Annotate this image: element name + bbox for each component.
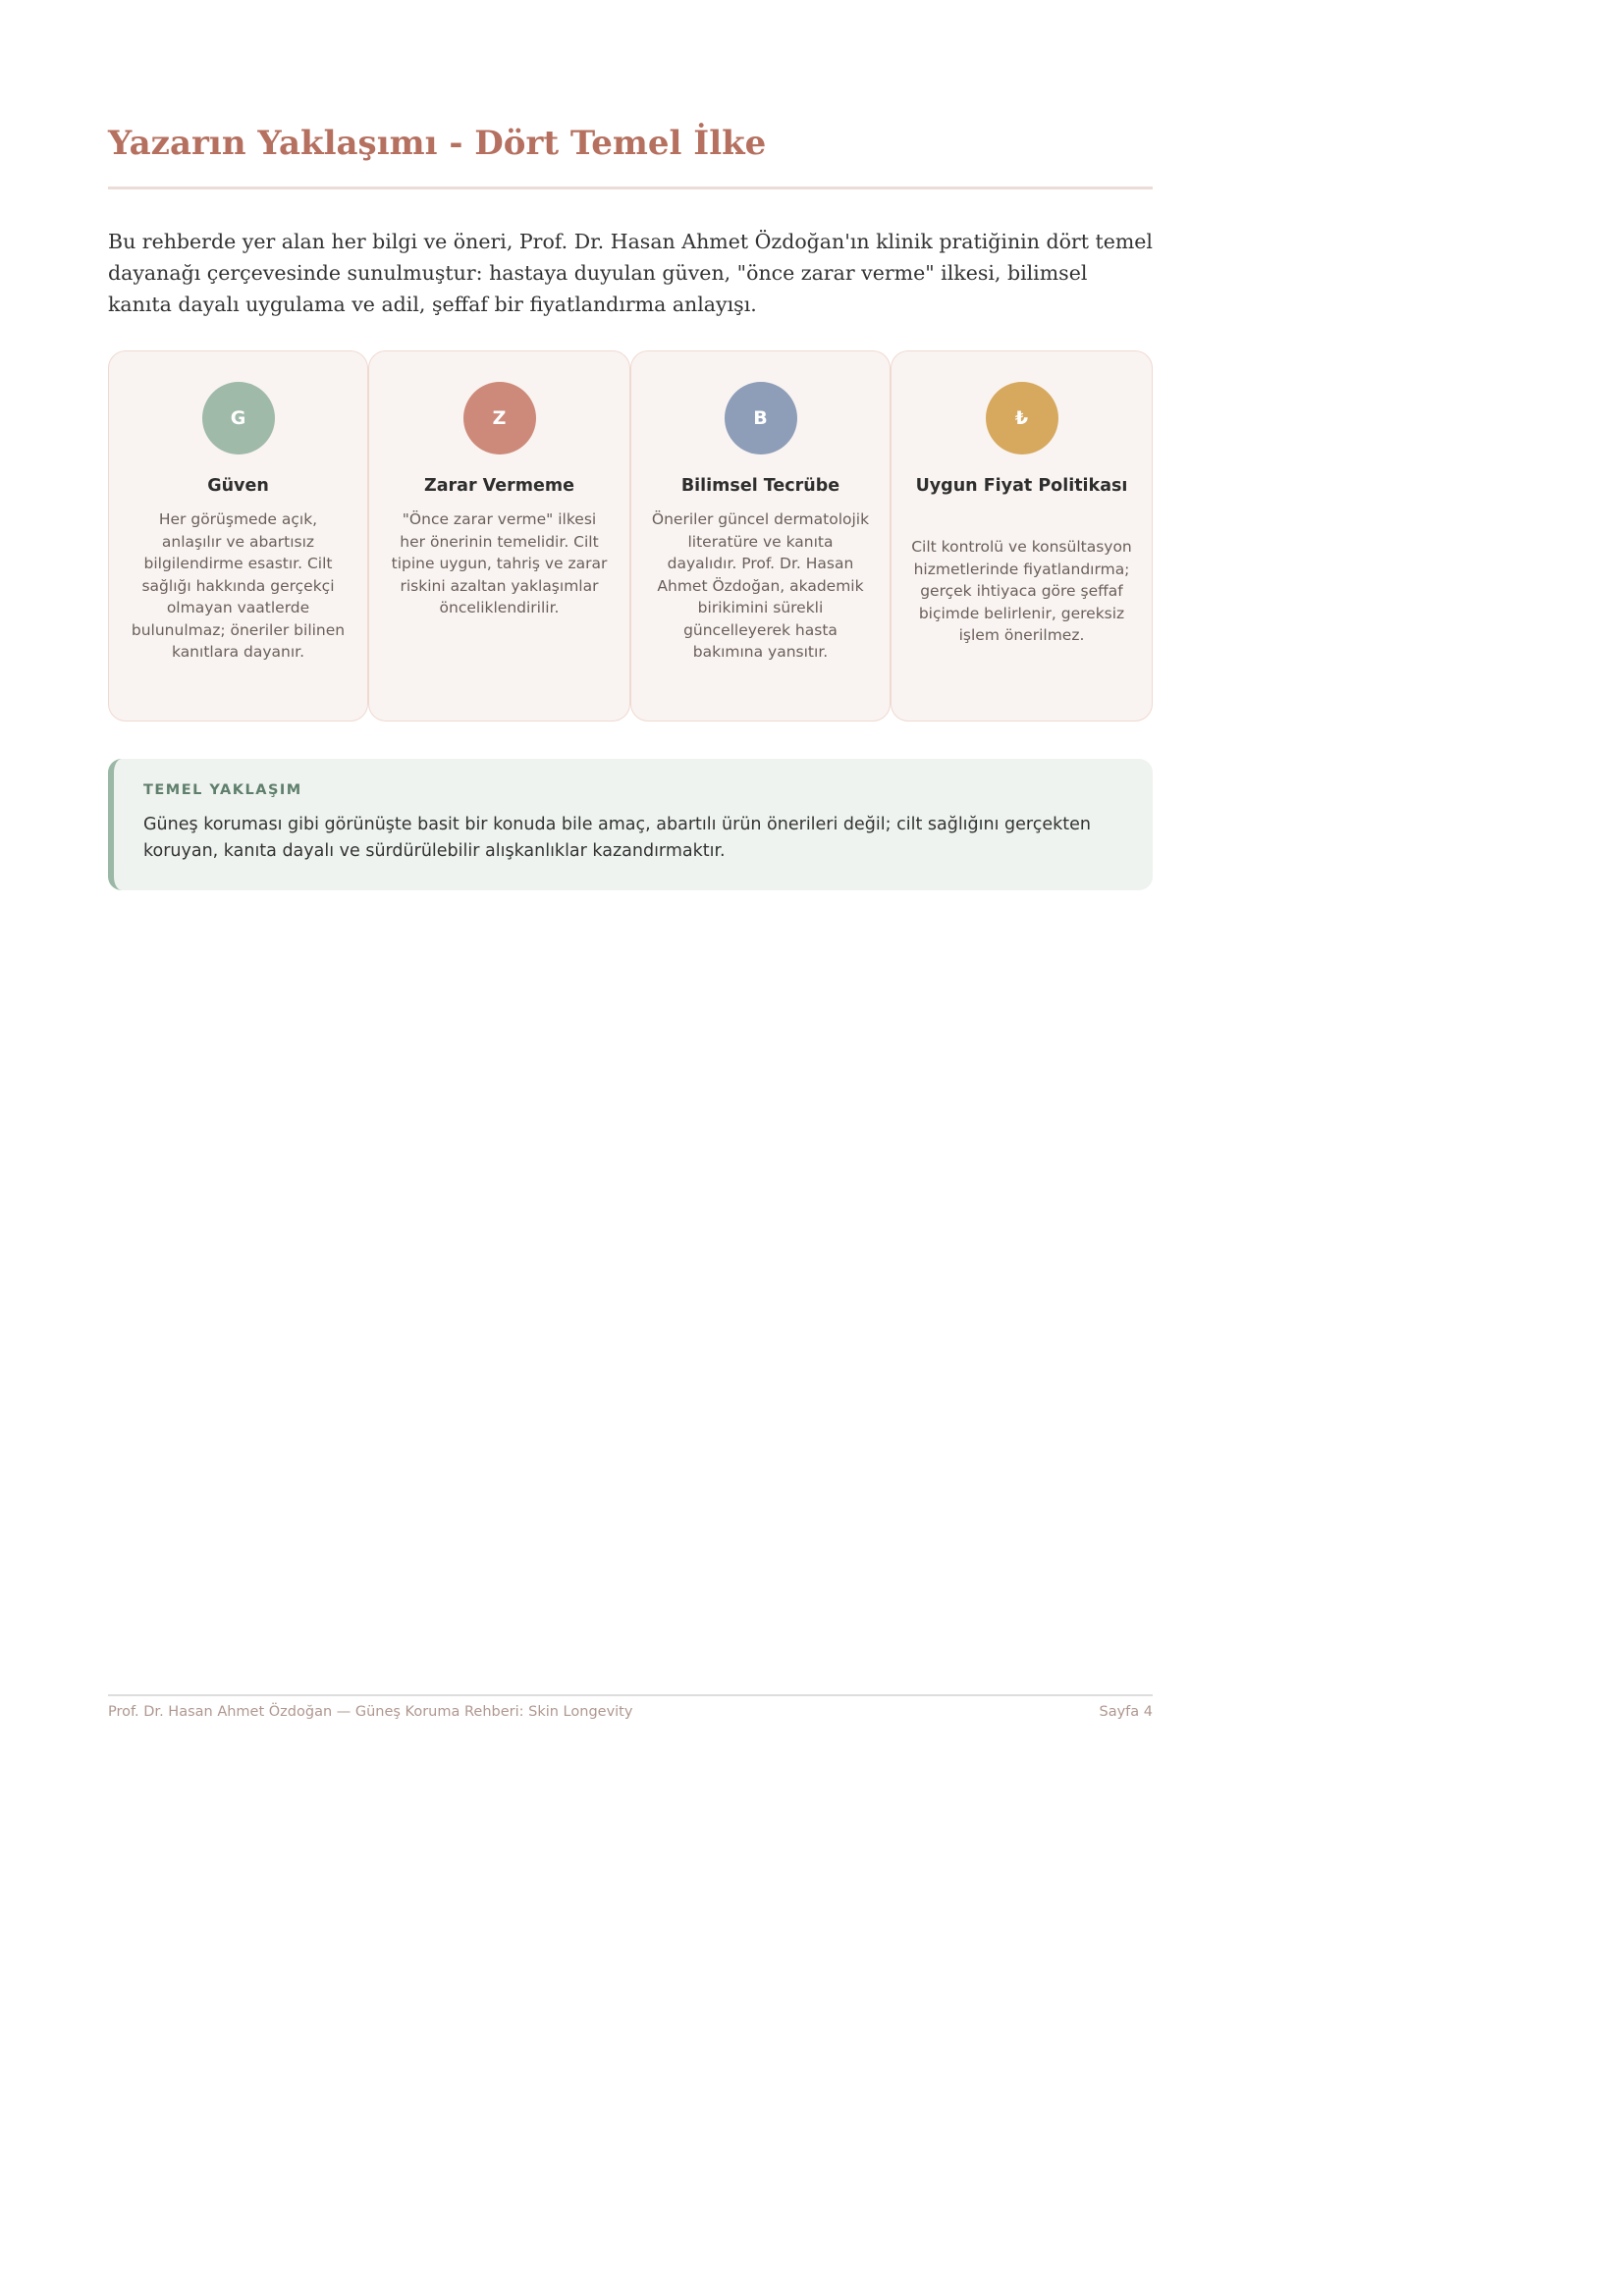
- principle-badge: Z: [463, 382, 536, 454]
- principle-badge: B: [725, 382, 797, 454]
- principle-title: Uygun Fiyat Politikası: [915, 476, 1128, 496]
- principle-text: "Önce zarar verme" ilkesi her önerinin temelidir. Cilt tipine uygun, tahriş ve zarar riskini azaltan yaklaşımlar önceliklendirilir.: [391, 510, 608, 616]
- page-number: Sayfa 4: [1099, 1704, 1153, 1720]
- intro-paragraph: Bu rehberde yer alan her bilgi ve öneri, Prof. Dr. Hasan Ahmet Özdoğan'ın klinik pratiğinin dört temel dayanağı çerçevesinde sunulmuştur: hastaya duyulan güven, "önce zarar verme" ilkesi, bilimsel kanıta dayalı uygulama ve adil, şeffaf bir fiyatlandırma anlayışı.: [108, 230, 1153, 316]
- principle-text: Öneriler güncel dermatolojik literatüre ve kanıta dayalıdır. Prof. Dr. Hasan Ahmet Özdoğan, akademik birikimini sürekli güncelleyerek hasta bakımına yansıtır.: [651, 510, 870, 661]
- principle-card-trust: [108, 350, 368, 721]
- principle-title: Bilimsel Tecrübe: [680, 476, 840, 496]
- principles-grid: [108, 350, 1153, 723]
- principle-title: Güven: [207, 476, 269, 496]
- principle-card-science: [630, 350, 891, 721]
- page-title: Yazarın Yaklaşımı - Dört Temel İlke: [108, 124, 767, 163]
- principle-text: Cilt kontrolü ve konsültasyon hizmetlerinde fiyatlandırma; gerçek ihtiyaca göre şeffaf biçimde belirlenir, gereksiz işlem önerilmez.: [911, 538, 1132, 644]
- core-approach-callout: [108, 759, 1153, 890]
- principle-title: Zarar Vermeme: [424, 476, 574, 496]
- footer-document-title: Prof. Dr. Hasan Ahmet Özdoğan — Güneş Koruma Rehberi: Skin Longevity: [108, 1704, 633, 1720]
- principle-card-fair-price: [891, 350, 1153, 721]
- callout-text: Güneş koruması gibi görünüşte basit bir konuda bile amaç, abartılı ürün önerileri değil; cilt sağlığını gerçekten koruyan, kanıta dayalı ve sürdürülebilir alışkanlıklar kazandırmaktır.: [143, 815, 1091, 861]
- footer-divider: [108, 1694, 1153, 1696]
- callout-label: TEMEL YAKLAŞIM: [143, 782, 302, 798]
- principle-badge: ₺: [986, 382, 1058, 454]
- title-divider: [108, 187, 1153, 189]
- principle-card-do-no-harm: [368, 350, 630, 721]
- principle-badge: G: [202, 382, 275, 454]
- principle-text: Her görüşmede açık, anlaşılır ve abartısız bilgilendirme esastır. Cilt sağlığı hakkında gerçekçi olmayan vaatlerde bulunulmaz; öneriler bilinen kanıtlara dayanır.: [131, 510, 346, 661]
